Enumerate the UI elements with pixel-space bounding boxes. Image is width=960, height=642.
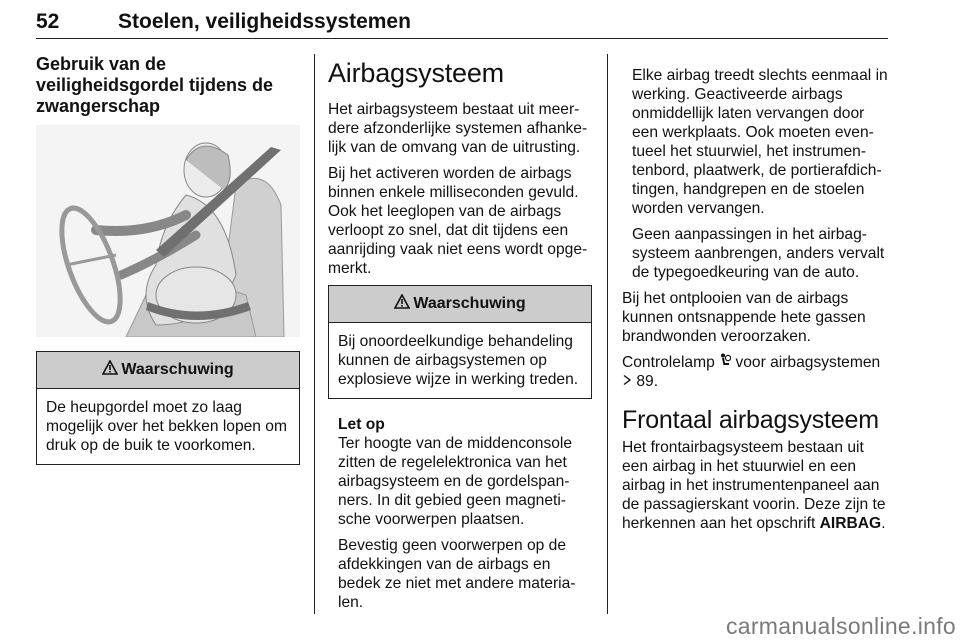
page-number: 52 bbox=[36, 10, 60, 33]
paragraph bbox=[622, 353, 888, 391]
page-title: Stoelen, veiligheidssystemen bbox=[118, 10, 411, 33]
column-divider bbox=[607, 54, 608, 614]
column-2 bbox=[328, 58, 592, 619]
column-divider bbox=[314, 54, 315, 614]
warning-text: De heupgordel moet zo laag mogelijk over het bekken lopen om druk op de buik te voorkomen. bbox=[46, 399, 287, 454]
section-heading-airbag: Airbagsysteem bbox=[328, 58, 504, 88]
warning-triangle-icon bbox=[394, 294, 410, 314]
column-3 bbox=[622, 66, 888, 540]
warning-header bbox=[37, 352, 299, 389]
warning-box bbox=[328, 285, 592, 399]
note-paragraph: Bevestig geen voorwerpen op de afdekkingen van de airbags en bedek ze niet met andere materia-len. bbox=[338, 537, 576, 611]
paragraph: Bij het ontplooien van de airbags kunnen ontsnappende hete gassen brandwonden veroorzaken. bbox=[622, 290, 866, 345]
text-segment: voor airbagsystemen bbox=[735, 354, 881, 371]
paragraph: Het airbagsysteem bestaat uit meer-dere afzonderlijke systemen afhanke-lijk van de omvang van de uitrusting. bbox=[328, 101, 588, 156]
text-segment: . bbox=[881, 515, 886, 532]
section-heading-frontal-airbag: Frontaal airbagsysteem bbox=[622, 406, 879, 434]
airbag-keyword: AIRBAG bbox=[819, 515, 882, 532]
warning-header bbox=[329, 286, 591, 323]
warning-box bbox=[36, 351, 300, 465]
indented-block bbox=[622, 66, 888, 282]
warning-triangle-icon bbox=[102, 360, 118, 380]
watermark: carmanualsonline.info bbox=[725, 613, 956, 639]
warning-title: Waarschuwing bbox=[121, 361, 234, 378]
warning-text: Bij onoordeelkundige behandeling kunnen de airbagsystemen op explosieve wijze in werking treden. bbox=[338, 333, 579, 388]
airbag-icon bbox=[719, 354, 731, 371]
note-paragraph: Ter hoogte van de middenconsole zitten de regelelektronica van het airbagsysteem en de gordelspan-ners. In dit gebied geen magneti-sche voorwerpen plaatsen. bbox=[338, 435, 573, 528]
paragraph: Elke airbag treedt slechts eenmaal in werking. Geactiveerde airbags onmiddellijk laten vervangen door een werkplaats. Ook moeten even-tueel het stuurwiel, het instrumen-tenbord, plaatwerk, de portierafdich-tingen, handgrepen en de stoelen worden vervangen. bbox=[632, 67, 888, 217]
note-title: Let op bbox=[338, 416, 385, 433]
page-header bbox=[36, 8, 888, 39]
paragraph: Bij het activeren worden de airbags binnen enkele milliseconden gevuld. Ook het leeglopen van de airbags verloopt zo snel, dat dit tijdens een aanrijding vaak niet eens wordt opge-merkt. bbox=[328, 165, 588, 277]
section-heading-pregnancy: Gebruik van de veiligheidsgordel tijdens de zwangerschap bbox=[36, 54, 274, 116]
column-1 bbox=[36, 54, 300, 465]
page-reference[interactable]: 89. bbox=[636, 373, 659, 390]
page-reference-icon bbox=[622, 373, 632, 390]
text-segment: Controlelamp bbox=[622, 354, 715, 371]
paragraph: Geen aanpassingen in het airbag-systeem aanbrengen, anders vervalt de typegoedkeuring van de auto. bbox=[632, 226, 885, 281]
paragraph bbox=[622, 438, 888, 533]
note-block bbox=[328, 415, 592, 612]
text-segment: Het frontairbagsysteem bestaan uit een airbag in het stuurwiel en een airbag in het instrumentenpaneel aan de passagierskant voorin. Deze zijn te herkennen aan het opschrift bbox=[622, 439, 886, 532]
warning-title: Waarschuwing bbox=[413, 295, 526, 312]
pregnant-seatbelt-illustration bbox=[36, 125, 300, 337]
